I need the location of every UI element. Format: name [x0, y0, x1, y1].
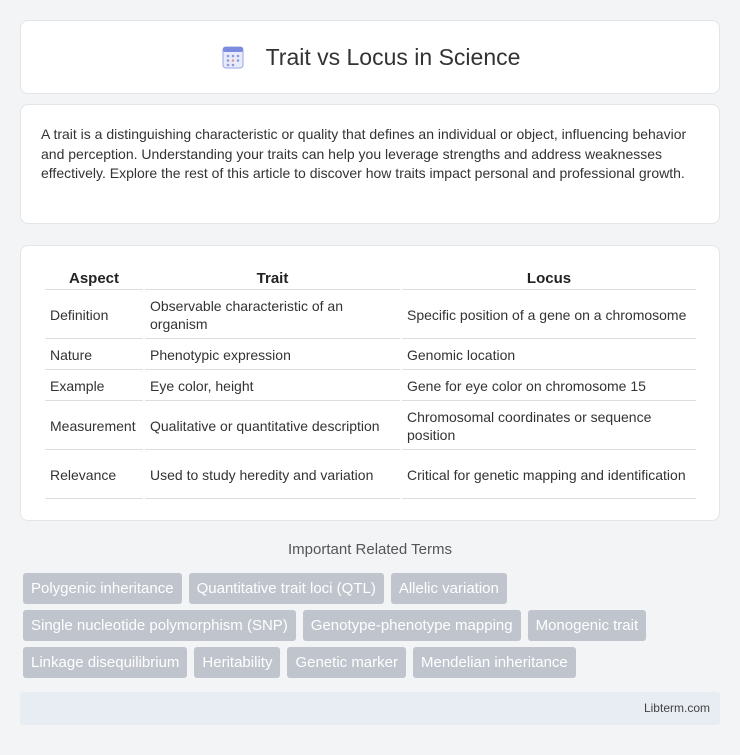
table-row: [45, 452, 696, 499]
footer: [20, 692, 720, 725]
table-cell: Definition: [45, 292, 143, 339]
tag-mendelian-inheritance[interactable]: Mendelian inheritance: [413, 647, 576, 678]
table-cell: Measurement: [45, 403, 143, 450]
table-cell: Observable characteristic of an organism: [145, 292, 400, 339]
tag-linkage-disequilibrium[interactable]: Linkage disequilibrium: [23, 647, 187, 678]
table-cell: Phenotypic expression: [145, 341, 400, 370]
related-terms-heading: Important Related Terms: [288, 541, 452, 558]
intro-text: A trait is a distinguishing characteristic or quality that defines an individual or object, influencing behavior and perception. Understanding your traits can help you leverage strengths and address weaknesses effectively. Explore the rest of this article to discover how traits impact personal and professional growth.: [41, 126, 687, 181]
tag-snp[interactable]: Single nucleotide polymorphism (SNP): [23, 610, 296, 641]
tag-qtl[interactable]: Quantitative trait loci (QTL): [189, 573, 384, 604]
tag-heritability[interactable]: Heritability: [194, 647, 280, 678]
tag-row: [23, 573, 723, 604]
tag-monogenic-trait[interactable]: Monogenic trait: [528, 610, 647, 641]
table-cell: Specific position of a gene on a chromosome: [402, 292, 696, 339]
table-cell: Eye color, height: [145, 372, 400, 401]
table-cell: Critical for genetic mapping and identification: [402, 452, 696, 499]
related-terms-list: [23, 573, 723, 684]
table-cell: Nature: [45, 341, 143, 370]
table-cell: Qualitative or quantitative description: [145, 403, 400, 450]
table-cell: Gene for eye color on chromosome 15: [402, 372, 696, 401]
table-header-aspect: Aspect: [45, 268, 143, 290]
table-header-locus: Locus: [402, 268, 696, 290]
tag-allelic-variation[interactable]: Allelic variation: [391, 573, 507, 604]
tag-genetic-marker[interactable]: Genetic marker: [287, 647, 406, 678]
table-cell: Chromosomal coordinates or sequence position: [402, 403, 696, 450]
tag-row: [23, 647, 723, 678]
table-cell: Relevance: [45, 452, 143, 499]
table-row: [45, 341, 696, 370]
tag-genotype-phenotype-mapping[interactable]: Genotype-phenotype mapping: [303, 610, 521, 641]
footer-site-link[interactable]: Libterm.com: [643, 701, 710, 715]
table-row: [45, 403, 696, 450]
table-cell: Used to study heredity and variation: [145, 452, 400, 499]
intro-card: [20, 104, 720, 224]
table-row: [45, 292, 696, 339]
tag-row: [23, 610, 723, 641]
page-title: Trait vs Locus in Science: [265, 43, 521, 70]
table-cell: Genomic location: [402, 341, 696, 370]
table-row: [45, 372, 696, 401]
document-icon: [220, 44, 246, 70]
tag-polygenic-inheritance[interactable]: Polygenic inheritance: [23, 573, 182, 604]
table-cell: Example: [45, 372, 143, 401]
table-header-trait: Trait: [145, 268, 400, 290]
comparison-card: [20, 245, 720, 521]
title-card: [20, 20, 720, 94]
comparison-table: [43, 266, 698, 501]
